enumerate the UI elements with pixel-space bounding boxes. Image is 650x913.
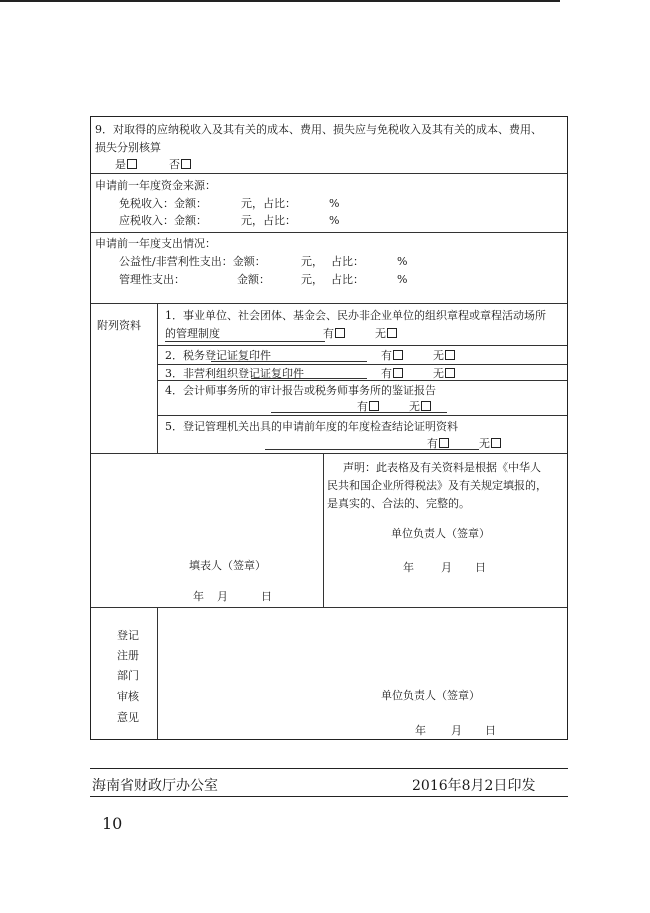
column-divider — [323, 453, 324, 607]
underline — [211, 361, 367, 362]
section9-question: 9．对取得的应纳税收入及其有关的成本、费用、损失应与免税收入及其有关的成本、费用、 — [95, 123, 542, 136]
underline — [165, 341, 325, 342]
funding-row-pct: % — [329, 214, 340, 227]
filler-date-day: 日 — [261, 590, 272, 603]
row-divider — [91, 303, 567, 304]
expense-row-ratio: 占比： — [331, 255, 364, 268]
checkbox[interactable] — [335, 328, 345, 338]
checkbox[interactable] — [393, 368, 403, 378]
attachment-no-option[interactable]: 无 — [375, 327, 397, 340]
attachments-label: 附列资料 — [97, 319, 141, 332]
attachment-item-text: 1．事业单位、社会团体、基金会、民办非企业单位的组织章程或章程活动场所 — [165, 309, 546, 322]
checkbox[interactable] — [445, 350, 455, 360]
row-divider — [91, 173, 567, 174]
expense-row-ratio: 占比： — [331, 273, 364, 286]
checkbox[interactable] — [393, 350, 403, 360]
funding-title: 申请前一年度资金来源： — [95, 179, 216, 192]
section9-question-cont: 损失分别核算 — [95, 141, 161, 154]
registry-label: 注册 — [117, 649, 139, 662]
expense-title: 申请前一年度支出情况： — [95, 237, 216, 250]
checkbox[interactable] — [127, 159, 137, 169]
checkbox[interactable] — [387, 328, 397, 338]
registry-label: 审核 — [117, 690, 139, 703]
checkbox[interactable] — [421, 401, 431, 411]
checkbox[interactable] — [369, 401, 379, 411]
head-date-month: 月 — [441, 561, 452, 574]
declaration-line: 民共和国企业所得税法》及有关规定填报的， — [327, 479, 547, 492]
underline — [251, 378, 367, 379]
footer-office: 海南省财政厅办公室 — [92, 778, 218, 794]
registry-head-signature-label: 单位负责人（签章） — [381, 689, 480, 702]
expense-row-amount: 金额： — [237, 273, 270, 286]
checkbox[interactable] — [181, 159, 191, 169]
expense-row-pct: % — [397, 255, 408, 268]
funding-row-unit: 元，占比： — [241, 197, 296, 210]
attachment-yes-option[interactable]: 有 — [357, 400, 379, 413]
declaration-line: 声明：此表格及有关资料是根据《中华人 — [343, 461, 541, 474]
footer-rule-top — [90, 768, 568, 769]
row-divider — [91, 232, 567, 233]
registry-date-day: 日 — [485, 724, 496, 737]
checkbox[interactable] — [439, 438, 449, 448]
footer-rule-bottom — [90, 796, 568, 797]
application-form-table — [90, 116, 568, 740]
row-divider — [157, 380, 567, 381]
column-divider — [157, 607, 158, 739]
head-date-year: 年 — [403, 561, 414, 574]
attachment-yes-option[interactable]: 有 — [323, 327, 345, 340]
attachment-item-cont: 的管理制度 — [165, 327, 220, 340]
filler-date-year: 年 — [193, 590, 204, 603]
registry-label: 登记 — [117, 629, 139, 642]
section9-yes-option[interactable]: 是 — [115, 158, 137, 171]
attachment-yes-option[interactable]: 有 — [381, 367, 403, 380]
row-divider — [157, 364, 567, 365]
expense-row-label: 公益性/非营利性支出：金额： — [119, 255, 266, 268]
attachment-item-text: 2．税务登记证复印件 — [165, 349, 271, 362]
row-divider — [91, 453, 567, 454]
funding-row-label: 应税收入：金额： — [119, 214, 207, 227]
unit-head-signature-label: 单位负责人（签章） — [391, 527, 490, 540]
expense-row-pct: % — [397, 273, 408, 286]
section9-no-option[interactable]: 否 — [169, 158, 191, 171]
expense-row-label: 管理性支出： — [119, 273, 185, 286]
attachment-item-text: 3．非营利组织登记证复印件 — [165, 367, 304, 380]
funding-row-label: 免税收入：金额： — [119, 197, 207, 210]
funding-row-pct: % — [329, 197, 340, 210]
page-number: 10 — [102, 814, 123, 833]
column-divider — [157, 303, 158, 453]
attachment-no-option[interactable]: 无 — [409, 400, 431, 413]
attachment-no-option[interactable]: 无 — [433, 367, 455, 380]
checkbox[interactable] — [491, 438, 501, 448]
row-divider — [157, 345, 567, 346]
registry-label: 意见 — [117, 711, 139, 724]
registry-date-year: 年 — [415, 724, 426, 737]
filler-signature-label: 填表人（签章） — [189, 559, 266, 572]
attachment-yes-option[interactable]: 有 — [381, 349, 403, 362]
top-rule — [0, 0, 560, 2]
row-divider — [91, 607, 567, 608]
row-divider — [157, 415, 567, 416]
attachment-no-option[interactable]: 无 — [479, 437, 501, 450]
attachment-item-text: 5．登记管理机关出具的申请前年度的年度检查结论证明资料 — [165, 420, 458, 433]
attachment-item-text: 4．会计师事务所的审计报告或税务师事务所的鉴证报告 — [165, 384, 436, 397]
funding-row-unit: 元，占比： — [241, 214, 296, 227]
checkbox[interactable] — [445, 368, 455, 378]
registry-label: 部门 — [117, 669, 139, 682]
attachment-no-option[interactable]: 无 — [433, 349, 455, 362]
registry-date-month: 月 — [451, 724, 462, 737]
expense-row-unit: 元， — [301, 255, 323, 268]
filler-date-month: 月 — [217, 590, 228, 603]
head-date-day: 日 — [475, 561, 486, 574]
attachment-yes-option[interactable]: 有 — [427, 437, 449, 450]
footer-issued-date: 2016年8月2日印发 — [412, 778, 536, 794]
expense-row-unit: 元， — [301, 273, 323, 286]
declaration-line: 是真实的、合法的、完整的。 — [327, 497, 470, 510]
